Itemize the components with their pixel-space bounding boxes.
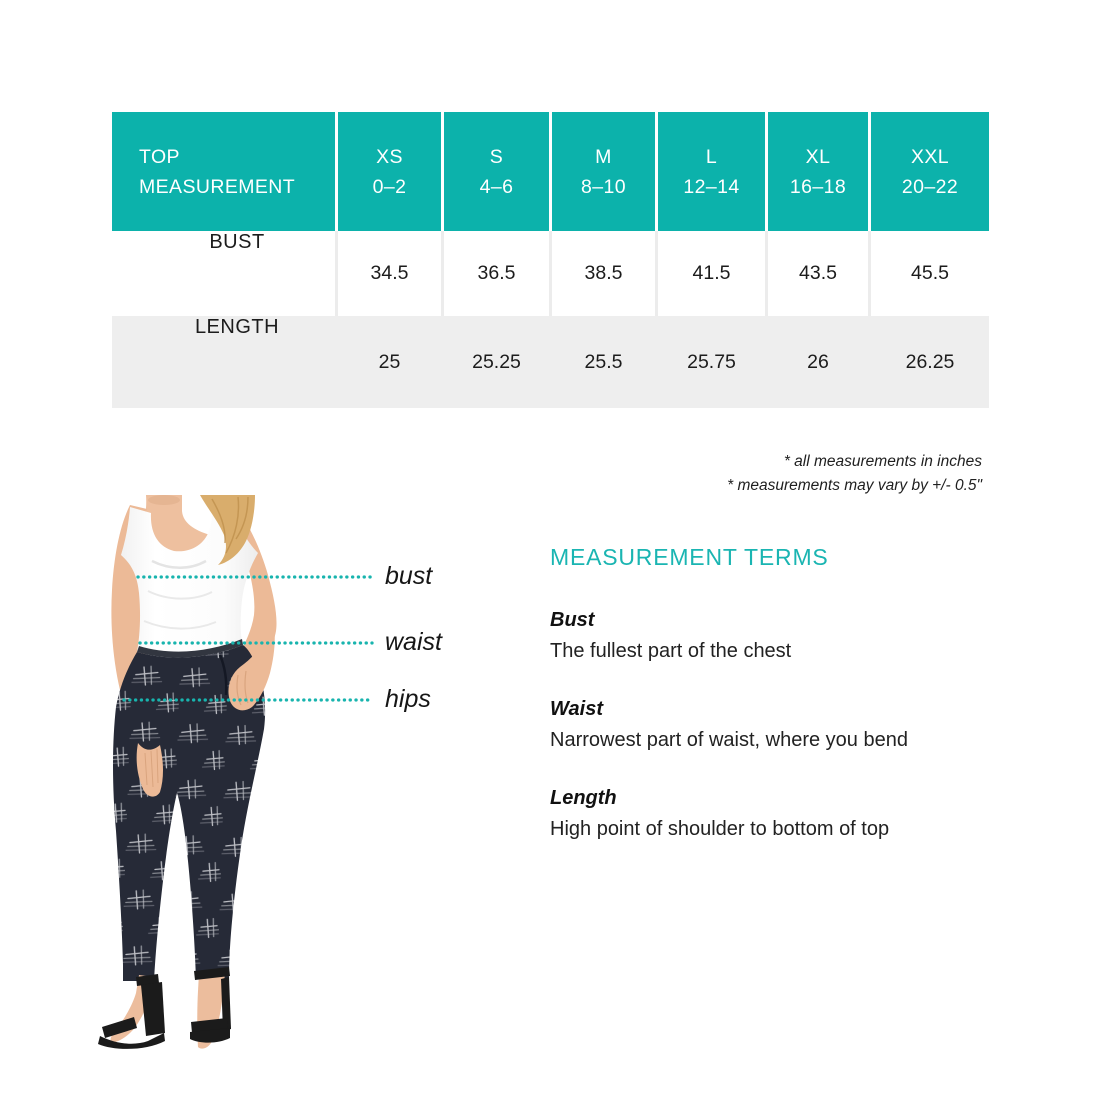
bust-value-m: 38.5 [552,231,655,316]
bust-value-xs: 34.5 [338,231,441,316]
bust-value-xxl: 45.5 [871,231,989,316]
size-name: L [705,145,718,168]
footnote-inches: * all measurements in inches [783,453,982,470]
size-range: 4–6 [479,175,514,198]
term-definition: The fullest part of the chest [550,640,792,662]
length-value-xs: 25 [378,350,401,373]
bust-value-xl: 43.5 [768,231,868,316]
term-name: Length [550,787,617,809]
size-range: 20–22 [901,175,959,198]
table-row-bust [112,231,989,316]
bust-value-s: 36.5 [444,231,549,316]
hips-label: hips [385,685,431,713]
term-length [550,786,1000,843]
model-photo [90,495,350,1055]
measurement-terms-title: MEASUREMENT TERMS [550,544,829,570]
term-definition: Narrowest part of waist, where you bend [550,729,908,751]
header-cell-xl [768,112,868,231]
term-name: Waist [550,698,603,720]
measurement-terms-section [550,544,1000,875]
bust-label: bust [385,562,433,590]
row-label-bust: BUST [112,231,335,316]
length-value-m: 25.5 [584,350,623,373]
term-waist [550,697,1000,754]
header-cell-xxl [871,112,989,231]
length-value-xxl: 26.25 [905,350,955,373]
row-label-length: LENGTH [194,316,280,338]
header-cell-m [552,112,655,231]
length-value-s: 25.25 [472,350,521,373]
size-name: XS [376,145,403,168]
size-name: S [489,145,504,168]
size-range: 16–18 [789,175,847,198]
table-header-row [112,112,989,231]
footnotes [727,450,982,497]
header-cell-l [658,112,765,231]
size-name: M [595,145,612,168]
length-value-xl: 26 [807,350,829,373]
term-bust [550,608,1000,665]
header-line-1: TOP [139,145,180,168]
waist-label: waist [385,628,442,656]
length-value-l: 25.75 [687,350,736,373]
size-table [112,112,989,408]
size-range: 8–10 [581,175,626,198]
header-cell-xs [338,112,441,231]
table-row-length [112,316,989,408]
size-range: 0–2 [372,175,407,198]
footnote-variance: * measurements may vary by +/- 0.5" [727,476,982,494]
term-name: Bust [550,609,595,631]
header-cell-top-measurement [112,112,335,231]
term-definition: High point of shoulder to bottom of top [550,818,890,840]
header-cell-s [444,112,549,231]
size-name: XXL [910,145,950,168]
bust-value-l: 41.5 [658,231,765,316]
header-line-2: MEASUREMENT [139,175,296,198]
size-name: XL [805,145,831,168]
size-range: 12–14 [683,175,740,198]
